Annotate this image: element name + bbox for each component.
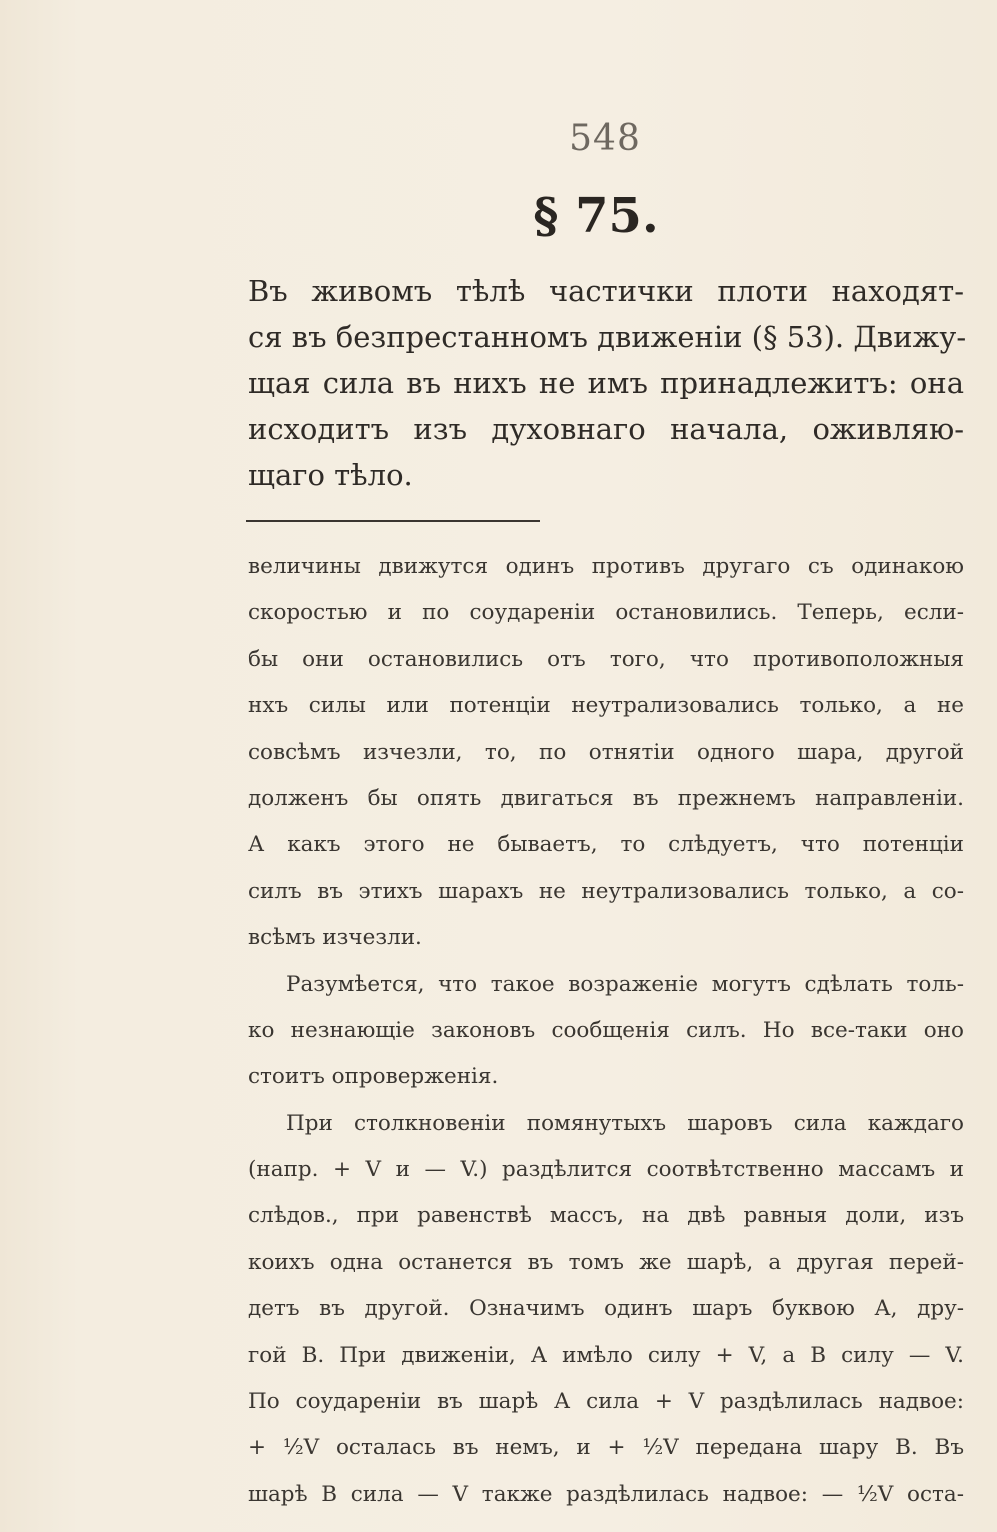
text-line: бы они остановились отъ того, что противоположныя <box>248 646 964 672</box>
section-thesis <box>248 268 967 498</box>
text-line: нхъ силы или потенціи неутрализовались только, а не <box>248 693 964 719</box>
text-line: Разумѣется, что такое возраженіе могутъ сдѣлать толь- <box>286 971 964 997</box>
thesis-line: ся въ безпрестанномъ движеніи (§ 53). Движу- <box>248 320 967 354</box>
text-line: коихъ одна останется въ томъ же шарѣ, а другая перей- <box>248 1249 964 1275</box>
text-line: стоитъ опроверженія. <box>248 1064 499 1090</box>
thesis-line: Въ живомъ тѣлѣ частички плоти находят- <box>248 274 964 308</box>
text-line: гой В. При движеніи, А имѣло силу + V, а В силу — V. <box>248 1342 964 1368</box>
text-line: По соудареніи въ шарѣ А сила + V раздѣлилась надвое: <box>248 1389 964 1415</box>
footnote-divider <box>246 520 540 522</box>
thesis-line: исходитъ изъ духовнаго начала, оживляю- <box>248 412 964 446</box>
text-line: силъ въ этихъ шарахъ не неутрализовались только, а со- <box>248 878 964 904</box>
text-line: долженъ бы опять двигаться въ прежнемъ направленіи. <box>248 785 964 811</box>
thesis-line: щаго тѣло. <box>248 458 413 492</box>
text-line: + ½V осталась въ немъ, и + ½V передана шару В. Въ <box>248 1435 964 1461</box>
text-line: слѣдов., при равенствѣ массъ, на двѣ равныя доли, изъ <box>248 1203 964 1229</box>
page-number: 548 <box>569 118 641 159</box>
paragraph <box>248 1101 964 1519</box>
text-line: совсѣмъ изчезли, то, по отнятіи одного шара, другой <box>248 739 964 765</box>
text-line: шарѣ В сила — V также раздѣлилась надвое: — ½V оста- <box>248 1481 964 1507</box>
text-line: скоростью и по соудареніи остановились. Теперь, если- <box>248 600 964 626</box>
text-line: При столкновеніи помянутыхъ шаровъ сила каждаго <box>286 1110 964 1136</box>
text-line: всѣмъ изчезли. <box>248 925 422 951</box>
paragraph <box>248 962 964 1101</box>
text-line: величины движутся одинъ противъ другаго съ одинакою <box>248 554 964 579</box>
text-line: (напр. + V и — V.) раздѣлится соотвѣтственно массамъ и <box>248 1157 964 1183</box>
text-line: А какъ этого не бываетъ, то слѣдуетъ, что потенціи <box>248 832 964 858</box>
thesis-line: щая сила въ нихъ не имъ принадлежитъ: она <box>248 366 964 400</box>
text-line: ко незнающіе законовъ сообщенія силъ. Но все-таки оно <box>248 1017 964 1043</box>
section-heading: § 75. <box>533 188 659 244</box>
text-line: детъ въ другой. Означимъ одинъ шаръ буквою А, дру- <box>248 1296 964 1322</box>
footnote-text <box>248 544 964 1518</box>
paragraph <box>248 544 964 962</box>
